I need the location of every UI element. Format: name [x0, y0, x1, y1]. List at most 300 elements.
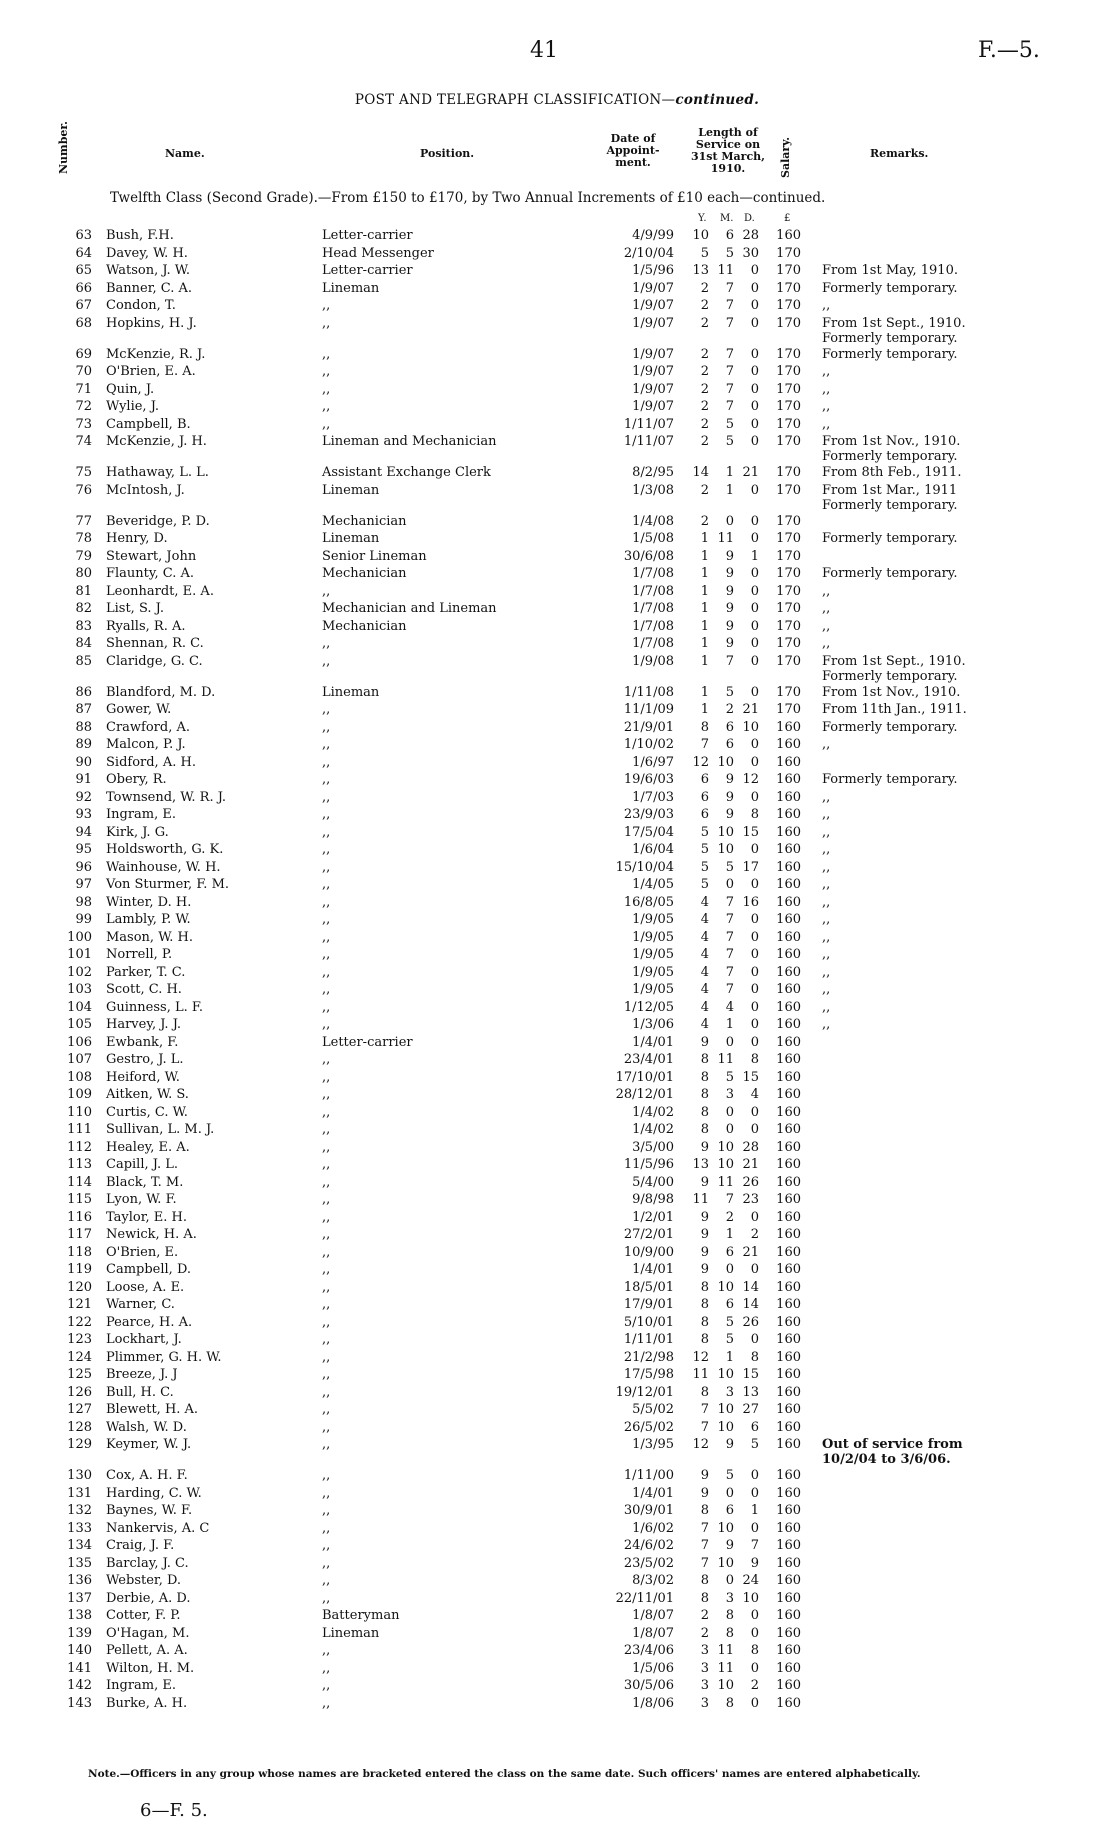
row-position: ,,: [322, 364, 331, 379]
row-position: Lineman and Mechanician: [322, 434, 497, 449]
row-position: Lineman: [322, 482, 380, 498]
row-years: 2: [700, 416, 709, 432]
row-salary: 160: [776, 807, 801, 822]
row-date: 30/6/08: [623, 548, 674, 564]
unit-days: D.: [744, 213, 755, 224]
row-years: 12: [692, 1349, 709, 1365]
row-years: 2: [700, 399, 709, 414]
row-days: 0: [750, 346, 759, 362]
row-days: 0: [750, 737, 759, 752]
row-days: 30: [742, 245, 759, 261]
row-salary: 160: [776, 754, 801, 770]
row-months: 7: [725, 929, 734, 945]
row-days: 0: [750, 513, 759, 529]
row-date: 9/8/98: [632, 1192, 674, 1207]
table-row: [0, 1070, 1114, 1088]
row-salary: 160: [776, 1695, 801, 1711]
row-date: 1/9/07: [632, 346, 674, 362]
title-main: POST AND TELEGRAPH CLASSIFICATION—: [354, 92, 676, 108]
row-name: McIntosh, J.: [106, 482, 185, 498]
class-heading: Twelfth Class (Second Grade).—From £150 to £170, by Two Annual Increments of £10 each—continued.: [110, 190, 826, 206]
row-remarks: ,,: [822, 416, 831, 432]
row-days: 0: [750, 754, 759, 770]
row-months: 11: [717, 1174, 734, 1190]
row-name: Winter, D. H.: [106, 894, 192, 910]
row-name: Beveridge, P. D.: [106, 513, 210, 529]
row-salary: 160: [776, 1419, 801, 1435]
row-years: 9: [700, 1485, 709, 1501]
row-name: Harding, C. W.: [106, 1485, 202, 1501]
row-salary: 170: [776, 601, 801, 616]
row-remarks: From 1st May, 1910.: [822, 263, 958, 278]
row-number: 64: [75, 245, 92, 261]
row-name: Ryalls, R. A.: [106, 618, 186, 634]
row-position: ,,: [322, 1209, 331, 1225]
row-months: 6: [725, 1244, 734, 1260]
row-years: 4: [700, 912, 709, 927]
row-salary: 170: [776, 583, 801, 599]
row-years: 1: [700, 548, 709, 564]
row-salary: 160: [776, 1104, 801, 1120]
row-position: ,,: [322, 1174, 331, 1190]
row-position: ,,: [322, 346, 331, 362]
row-remarks: ,,: [822, 298, 831, 313]
row-salary: 160: [776, 1485, 801, 1501]
row-number: 71: [75, 381, 92, 397]
row-date: 1/11/08: [623, 684, 674, 700]
table-row: [0, 965, 1114, 983]
row-date: 1/5/96: [632, 263, 674, 278]
row-date: 1/10/02: [623, 737, 674, 752]
row-number: 97: [75, 877, 92, 892]
row-name: Henry, D.: [106, 531, 168, 546]
table-row: [0, 316, 1114, 347]
row-days: 0: [750, 618, 759, 634]
row-months: 8: [725, 1625, 734, 1641]
row-name: Obery, R.: [106, 772, 167, 787]
row-salary: 160: [776, 1468, 801, 1483]
row-number: 137: [67, 1590, 92, 1606]
row-date: 4/9/99: [632, 228, 674, 243]
row-name: Townsend, W. R. J.: [106, 789, 227, 805]
row-years: 6: [700, 807, 709, 822]
row-months: 9: [725, 807, 734, 822]
row-date: 1/9/05: [632, 964, 674, 980]
row-months: 10: [717, 1157, 734, 1172]
row-name: Sullivan, L. M. J.: [106, 1122, 215, 1137]
table-row: [0, 860, 1114, 878]
row-months: 7: [725, 346, 734, 362]
row-years: 8: [700, 1104, 709, 1120]
row-days: 0: [750, 684, 759, 700]
row-remarks: ,,: [822, 636, 831, 651]
row-months: 11: [717, 263, 734, 278]
row-name: Pellett, A. A.: [106, 1643, 188, 1658]
table-row: [0, 364, 1114, 382]
row-years: 1: [700, 684, 709, 700]
row-salary: 160: [776, 1590, 801, 1606]
row-years: 13: [692, 1157, 709, 1172]
row-months: 10: [717, 842, 734, 857]
row-days: 0: [750, 381, 759, 397]
row-months: 8: [725, 1695, 734, 1711]
row-days: 0: [750, 912, 759, 927]
row-number: 141: [67, 1660, 92, 1676]
row-date: 1/7/08: [632, 566, 674, 581]
row-days: 0: [750, 982, 759, 997]
row-years: 6: [700, 789, 709, 805]
page-title: [0, 92, 1114, 108]
row-date: 11/5/96: [623, 1157, 674, 1172]
row-position: Letter-carrier: [322, 1034, 413, 1050]
row-years: 3: [700, 1695, 709, 1711]
row-position: ,,: [322, 1520, 331, 1536]
row-number: 125: [67, 1367, 92, 1382]
row-date: 17/5/04: [623, 824, 674, 840]
row-position: ,,: [322, 894, 331, 910]
unit-pound: £: [784, 213, 791, 224]
row-days: 0: [750, 601, 759, 616]
table-row: [0, 842, 1114, 860]
table-row: [0, 1556, 1114, 1574]
row-date: 1/4/02: [632, 1104, 674, 1120]
header-remarks: Remarks.: [870, 147, 929, 160]
row-date: 1/9/05: [632, 982, 674, 997]
row-position: ,,: [322, 1468, 331, 1483]
row-date: 23/9/03: [623, 807, 674, 822]
row-days: 0: [750, 364, 759, 379]
row-months: 6: [725, 1297, 734, 1312]
row-salary: 160: [776, 1349, 801, 1365]
row-years: 12: [692, 1437, 709, 1452]
row-number: 121: [67, 1297, 92, 1312]
row-months: 5: [725, 1468, 734, 1483]
row-date: 1/6/04: [632, 842, 674, 857]
row-salary: 170: [776, 399, 801, 414]
row-years: 7: [700, 1538, 709, 1553]
table-row: [0, 1402, 1114, 1420]
table-row: [0, 1035, 1114, 1053]
row-remarks: ,,: [822, 912, 831, 927]
table-row: [0, 1573, 1114, 1591]
table-row: [0, 1503, 1114, 1521]
row-position: ,,: [322, 947, 331, 962]
row-position: Senior Lineman: [322, 548, 427, 564]
row-months: 10: [717, 1520, 734, 1536]
table-row: [0, 483, 1114, 514]
row-salary: 160: [776, 982, 801, 997]
row-number: 124: [67, 1349, 92, 1365]
row-days: 0: [750, 1104, 759, 1120]
row-remarks: ,,: [822, 859, 831, 875]
row-days: 0: [750, 566, 759, 581]
row-years: 7: [700, 1520, 709, 1536]
row-date: 1/6/97: [632, 754, 674, 770]
row-salary: 170: [776, 280, 801, 296]
row-months: 3: [725, 1384, 734, 1400]
row-date: 19/12/01: [615, 1384, 674, 1400]
row-remarks: Formerly temporary.: [822, 772, 958, 787]
row-years: 7: [700, 1419, 709, 1435]
row-position: Mechanician and Lineman: [322, 601, 497, 616]
row-number: 101: [67, 947, 92, 962]
table-row: [0, 772, 1114, 790]
row-years: 14: [692, 465, 709, 480]
table-row: [0, 1122, 1114, 1140]
row-years: 7: [700, 737, 709, 752]
row-name: Wainhouse, W. H.: [106, 859, 221, 875]
row-date: 1/9/07: [632, 280, 674, 296]
row-years: 9: [700, 1244, 709, 1260]
row-months: 0: [725, 1034, 734, 1050]
row-name: Black, T. M.: [106, 1174, 184, 1190]
row-position: ,,: [322, 807, 331, 822]
row-position: ,,: [322, 824, 331, 840]
row-remarks: ,,: [822, 601, 831, 616]
row-remarks: Formerly temporary.: [822, 346, 958, 362]
row-months: 7: [725, 381, 734, 397]
row-number: 75: [75, 465, 92, 480]
row-days: 26: [742, 1174, 759, 1190]
row-position: ,,: [322, 1314, 331, 1330]
row-days: 8: [750, 1052, 759, 1067]
row-days: 0: [750, 583, 759, 599]
row-days: 28: [742, 228, 759, 243]
row-number: 112: [67, 1139, 92, 1155]
row-years: 8: [700, 1503, 709, 1518]
row-date: 30/5/06: [623, 1678, 674, 1693]
row-months: 8: [725, 1608, 734, 1623]
row-position: ,,: [322, 1485, 331, 1501]
row-number: 128: [67, 1419, 92, 1435]
row-salary: 160: [776, 964, 801, 980]
table-row: [0, 1140, 1114, 1158]
row-months: 0: [725, 877, 734, 892]
row-days: 1: [750, 1503, 759, 1518]
row-position: ,,: [322, 1139, 331, 1155]
table-row: [0, 382, 1114, 400]
row-months: 5: [725, 245, 734, 261]
table-row: [0, 877, 1114, 895]
row-position: ,,: [322, 877, 331, 892]
row-years: 9: [700, 1227, 709, 1242]
row-name: O'Brien, E. A.: [106, 364, 196, 379]
row-name: Sidford, A. H.: [106, 754, 196, 770]
row-position: ,,: [322, 754, 331, 770]
row-years: 2: [700, 1608, 709, 1623]
row-name: Hopkins, H. J.: [106, 315, 197, 331]
row-number: 138: [67, 1608, 92, 1623]
row-months: 5: [725, 1332, 734, 1347]
row-date: 1/3/95: [632, 1437, 674, 1452]
row-position: ,,: [322, 636, 331, 651]
row-position: ,,: [322, 1017, 331, 1032]
table-row: [0, 1643, 1114, 1661]
row-position: ,,: [322, 1402, 331, 1417]
row-date: 1/9/05: [632, 912, 674, 927]
row-salary: 160: [776, 1069, 801, 1085]
row-position: ,,: [322, 381, 331, 397]
table-row: [0, 246, 1114, 264]
row-name: Wylie, J.: [106, 399, 160, 414]
row-date: 17/10/01: [615, 1069, 674, 1085]
row-months: 7: [725, 947, 734, 962]
row-years: 1: [700, 566, 709, 581]
row-salary: 160: [776, 1678, 801, 1693]
row-years: 5: [700, 842, 709, 857]
row-name: Ingram, E.: [106, 1678, 177, 1693]
row-years: 3: [700, 1660, 709, 1676]
table-row: [0, 947, 1114, 965]
table-row: [0, 1175, 1114, 1193]
row-days: 0: [750, 1625, 759, 1641]
row-days: 9: [750, 1555, 759, 1571]
row-position: ,,: [322, 982, 331, 997]
row-months: 11: [717, 1643, 734, 1658]
table-row: [0, 566, 1114, 584]
row-date: 1/8/07: [632, 1625, 674, 1641]
table-row: [0, 1245, 1114, 1263]
row-salary: 160: [776, 719, 801, 735]
row-months: 9: [725, 789, 734, 805]
row-number: 120: [67, 1279, 92, 1295]
row-position: ,,: [322, 859, 331, 875]
row-number: 127: [67, 1402, 92, 1417]
row-number: 79: [75, 548, 92, 564]
row-remarks: ,,: [822, 364, 831, 379]
row-months: 1: [725, 1349, 734, 1365]
row-salary: 160: [776, 1034, 801, 1050]
row-name: Quin, J.: [106, 381, 155, 397]
row-months: 9: [725, 636, 734, 651]
row-name: Leonhardt, E. A.: [106, 583, 214, 599]
table-row: [0, 1315, 1114, 1333]
row-date: 17/5/98: [623, 1367, 674, 1382]
row-salary: 170: [776, 531, 801, 546]
table-row: [0, 1297, 1114, 1315]
table-row: [0, 1262, 1114, 1280]
row-years: 8: [700, 1590, 709, 1606]
row-years: 5: [700, 859, 709, 875]
row-position: ,,: [322, 1590, 331, 1606]
row-name: Davey, W. H.: [106, 245, 188, 261]
row-name: Craig, J. F.: [106, 1538, 175, 1553]
row-position: ,,: [322, 912, 331, 927]
row-position: ,,: [322, 416, 331, 432]
row-date: 1/9/07: [632, 298, 674, 313]
row-years: 8: [700, 1384, 709, 1400]
table-row: [0, 1105, 1114, 1123]
row-name: Stewart, John: [106, 548, 197, 564]
table-row: [0, 982, 1114, 1000]
row-days: 10: [742, 1590, 759, 1606]
row-years: 2: [700, 280, 709, 296]
row-number: 65: [75, 263, 92, 278]
row-days: 14: [742, 1279, 759, 1295]
row-years: 9: [700, 1209, 709, 1225]
row-number: 95: [75, 842, 92, 857]
row-years: 8: [700, 1314, 709, 1330]
row-years: 1: [700, 531, 709, 546]
table-row: [0, 531, 1114, 549]
row-date: 1/4/01: [632, 1034, 674, 1050]
row-number: 105: [67, 1017, 92, 1032]
row-name: Mason, W. H.: [106, 929, 194, 945]
row-days: 0: [750, 999, 759, 1015]
row-name: Ewbank, F.: [106, 1034, 179, 1050]
row-months: 0: [725, 1104, 734, 1120]
row-number: 130: [67, 1468, 92, 1483]
row-date: 30/9/01: [623, 1503, 674, 1518]
row-name: Condon, T.: [106, 298, 176, 313]
row-years: 2: [700, 315, 709, 331]
row-name: Bull, H. C.: [106, 1384, 174, 1400]
row-date: 1/11/07: [623, 416, 674, 432]
row-salary: 160: [776, 1314, 801, 1330]
row-remarks: ,,: [822, 982, 831, 997]
page-number: 41: [530, 38, 558, 63]
row-days: 2: [750, 1227, 759, 1242]
row-name: Ingram, E.: [106, 807, 177, 822]
row-remarks: Formerly temporary.: [822, 531, 958, 546]
row-days: 23: [742, 1192, 759, 1207]
row-date: 1/12/05: [623, 999, 674, 1015]
row-name: Plimmer, G. H. W.: [106, 1349, 222, 1365]
row-date: 1/7/08: [632, 618, 674, 634]
row-date: 5/4/00: [632, 1174, 674, 1190]
row-number: 94: [75, 824, 92, 840]
table-row: [0, 298, 1114, 316]
row-position: ,,: [322, 315, 331, 331]
row-date: 1/3/06: [632, 1017, 674, 1032]
row-date: 19/6/03: [623, 772, 674, 787]
row-months: 7: [725, 653, 734, 669]
row-number: 80: [75, 566, 92, 581]
row-days: 0: [750, 1468, 759, 1483]
row-months: 10: [717, 754, 734, 770]
row-salary: 160: [776, 1384, 801, 1400]
row-number: 134: [67, 1538, 92, 1553]
row-name: Cox, A. H. F.: [106, 1468, 188, 1483]
row-number: 139: [67, 1625, 92, 1641]
table-row: [0, 755, 1114, 773]
row-date: 1/6/02: [632, 1520, 674, 1536]
row-number: 83: [75, 618, 92, 634]
table-row: [0, 1591, 1114, 1609]
table-row: [0, 1157, 1114, 1175]
row-days: 0: [750, 1034, 759, 1050]
row-remarks: ,,: [822, 947, 831, 962]
table-row: [0, 619, 1114, 637]
row-remarks: Formerly temporary.: [822, 719, 958, 735]
row-months: 0: [725, 1122, 734, 1137]
row-number: 140: [67, 1643, 92, 1658]
table-row: [0, 1486, 1114, 1504]
row-days: 0: [750, 263, 759, 278]
row-days: 0: [750, 877, 759, 892]
row-years: 8: [700, 1279, 709, 1295]
row-days: 13: [742, 1384, 759, 1400]
row-number: 98: [75, 894, 92, 910]
row-salary: 160: [776, 1174, 801, 1190]
row-years: 4: [700, 929, 709, 945]
row-months: 10: [717, 1139, 734, 1155]
row-years: 1: [700, 601, 709, 616]
row-months: 11: [717, 1052, 734, 1067]
table-row: [0, 417, 1114, 435]
row-date: 1/7/03: [632, 789, 674, 805]
table-row: [0, 1538, 1114, 1556]
